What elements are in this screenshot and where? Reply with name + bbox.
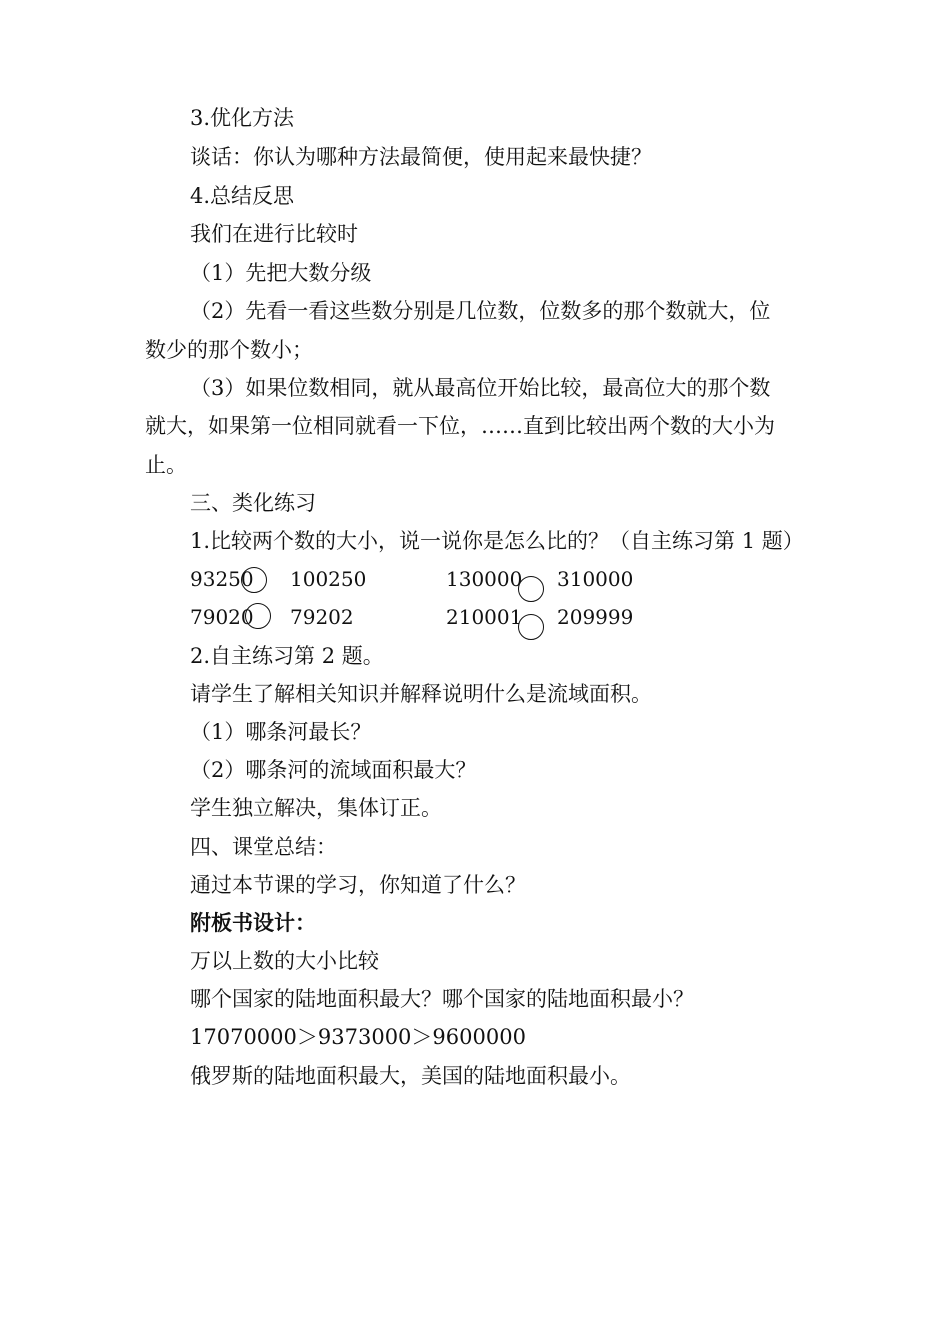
- compare-number: 100250: [290, 567, 367, 591]
- compare-circle-blank[interactable]: [241, 567, 267, 593]
- board-title: 万以上数的大小比较: [190, 949, 379, 973]
- compare-number: 93250: [190, 567, 254, 591]
- board-inequality: 17070000＞9373000＞9600000: [190, 1025, 526, 1049]
- compare-number: 130000: [446, 567, 523, 591]
- text-solve: 学生独立解决，集体订正。: [190, 796, 442, 820]
- heading-summary-reflection: 4.总结反思: [190, 184, 295, 208]
- compare-number: 209999: [557, 605, 634, 629]
- rule-3-line-3: 止。: [145, 453, 187, 477]
- board-question: 哪个国家的陆地面积最大？哪个国家的陆地面积最小？: [190, 987, 694, 1011]
- compare-number: 79020: [190, 605, 254, 629]
- section-class-summary: 四、课堂总结：: [190, 835, 337, 859]
- board-design-heading: 附板书设计：: [190, 910, 316, 935]
- question-2: （2）哪条河的流域面积最大？: [190, 758, 477, 782]
- rule-1: （1）先把大数分级: [190, 261, 372, 285]
- compare-circle-blank[interactable]: [518, 576, 544, 602]
- board-conclusion: 俄罗斯的陆地面积最大，美国的陆地面积最小。: [190, 1064, 631, 1088]
- text-what-learned: 通过本节课的学习，你知道了什么？: [190, 873, 526, 897]
- rule-3-line-1: （3）如果位数相同，就从最高位开始比较，最高位大的那个数: [190, 376, 771, 400]
- compare-number: 210001: [446, 605, 523, 629]
- text-when-comparing: 我们在进行比较时: [190, 222, 358, 246]
- rule-3-line-2: 就大，如果第一位相同就看一下位，……直到比较出两个数的大小为: [145, 414, 775, 438]
- rule-2-line-1: （2）先看一看这些数分别是几位数，位数多的那个数就大，位: [190, 299, 771, 323]
- heading-optimize-method: 3.优化方法: [190, 106, 295, 130]
- section-practice: 三、类化练习: [190, 491, 316, 515]
- text-talk: 谈话：你认为哪种方法最简便，使用起来最快捷？: [190, 145, 652, 169]
- compare-number: 79202: [290, 605, 354, 629]
- text-basin-area: 请学生了解相关知识并解释说明什么是流域面积。: [190, 682, 652, 706]
- compare-circle-blank[interactable]: [245, 603, 271, 629]
- compare-number: 310000: [557, 567, 634, 591]
- exercise-2: 2.自主练习第 2 题。: [190, 644, 384, 668]
- question-1: （1）哪条河最长？: [190, 720, 372, 744]
- compare-circle-blank[interactable]: [518, 614, 544, 640]
- rule-2-line-2: 数少的那个数小；: [145, 338, 313, 362]
- exercise-1: 1.比较两个数的大小，说一说你是怎么比的？（自主练习第 1 题）: [190, 529, 804, 553]
